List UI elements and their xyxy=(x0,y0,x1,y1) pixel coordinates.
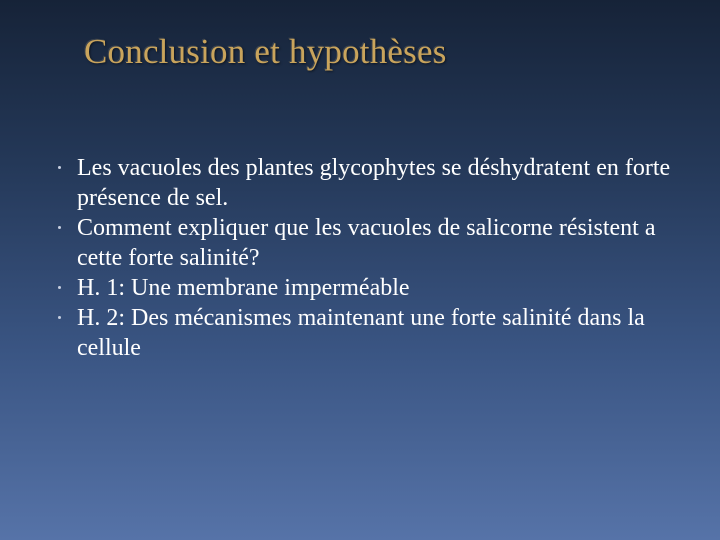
bullet-dot-icon xyxy=(58,286,61,289)
bullet-text: H. 2: Des mécanismes maintenant une forte salinité dans la cellule xyxy=(77,305,645,361)
bullet-text: Les vacuoles des plantes glycophytes se déshydratent en forte présence de sel. xyxy=(77,155,671,211)
bullet-dot-icon xyxy=(58,316,61,319)
bullet-dot-icon xyxy=(58,226,61,229)
slide-title: Conclusion et hypothèses xyxy=(84,32,447,71)
bullet-item xyxy=(58,153,678,213)
bullet-item xyxy=(58,213,678,273)
bullet-text: Comment expliquer que les vacuoles de salicorne résistent a cette forte salinité? xyxy=(77,215,656,271)
bullet-text: H. 1: Une membrane imperméable xyxy=(77,275,410,301)
bullet-item xyxy=(58,273,678,303)
bullet-item xyxy=(58,303,678,363)
bullet-dot-icon xyxy=(58,166,61,169)
bullet-list xyxy=(58,153,678,363)
